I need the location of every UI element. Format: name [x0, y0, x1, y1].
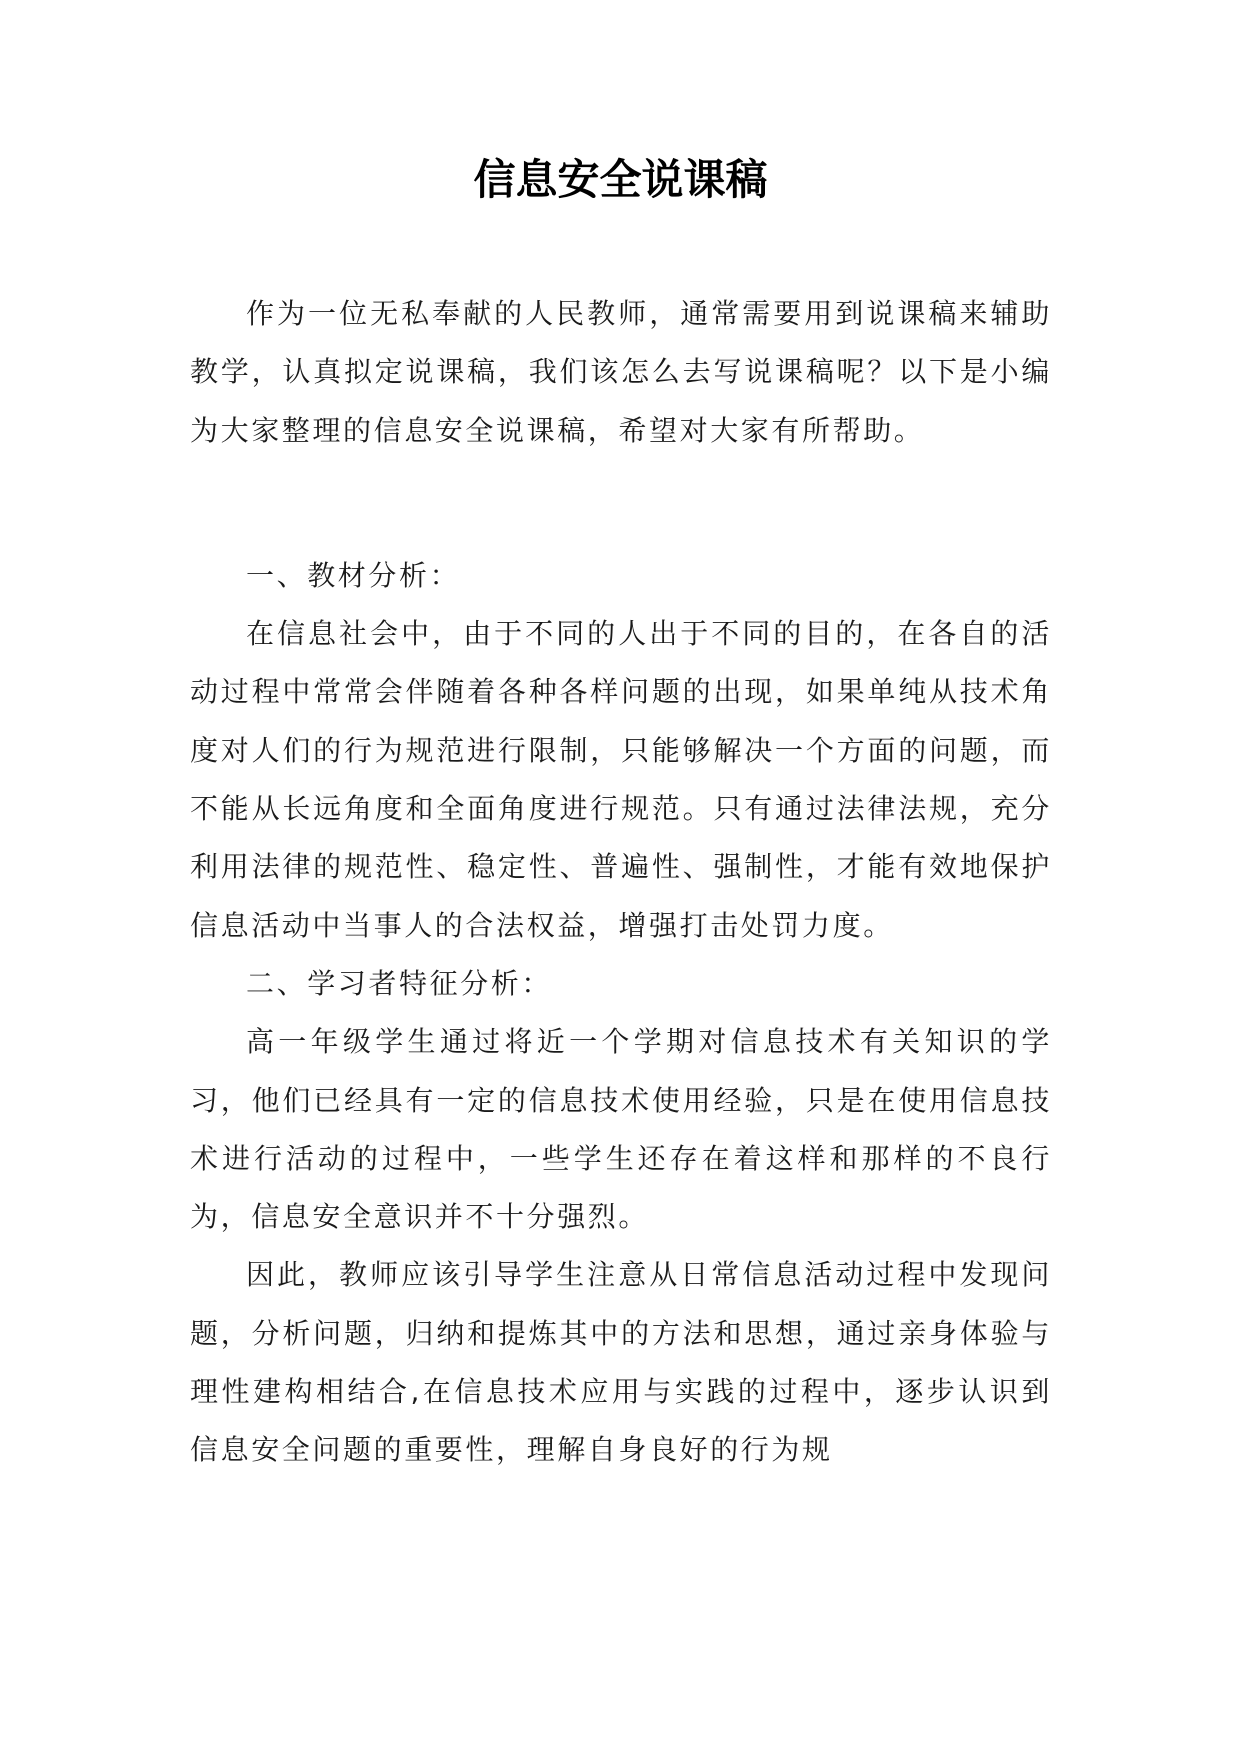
section-paragraph-materials: 在信息社会中，由于不同的人出于不同的目的，在各自的活动过程中常常会伴随着各种各样问题的出现，如果单纯从技术角度对人们的行为规范进行限制，只能够解决一个方面的问题，而不能从长远角度和全面角度进行规范。只有通过法律法规，充分利用法律的规范性、稳定性、普遍性、强制性，才能有效地保护信息活动中当事人的合法权益，增强打击处罚力度。: [190, 617, 1052, 942]
intro-paragraph: 作为一位无私奉献的人民教师，通常需要用到说课稿来辅助教学，认真拟定说课稿，我们该怎么去写说课稿呢？以下是小编为大家整理的信息安全说课稿，希望对大家有所帮助。: [190, 297, 1052, 447]
section-heading-materials: 一、教材分析：: [246, 558, 461, 592]
section-paragraph-guidance: 因此，教师应该引导学生注意从日常信息活动过程中发现问题，分析问题，归纳和提炼其中的方法和思想，通过亲身体验与理性建构相结合,在信息技术应用与实践的过程中，逐步认识到信息安全问题的重要性，理解自身良好的行为规: [190, 1258, 1052, 1467]
section-heading-learners: 二、学习者特征分析：: [246, 966, 553, 1000]
document-body: [190, 285, 1052, 1480]
document-title: 信息安全说课稿: [473, 155, 768, 204]
section-paragraph-learners: 高一年级学生通过将近一个学期对信息技术有关知识的学习，他们已经具有一定的信息技术使用经验，只是在使用信息技术进行活动的过程中，一些学生还存在着这样和那样的不良行为，信息安全意识并不十分强烈。: [190, 1025, 1052, 1234]
paragraph-spacer: [190, 460, 1052, 547]
